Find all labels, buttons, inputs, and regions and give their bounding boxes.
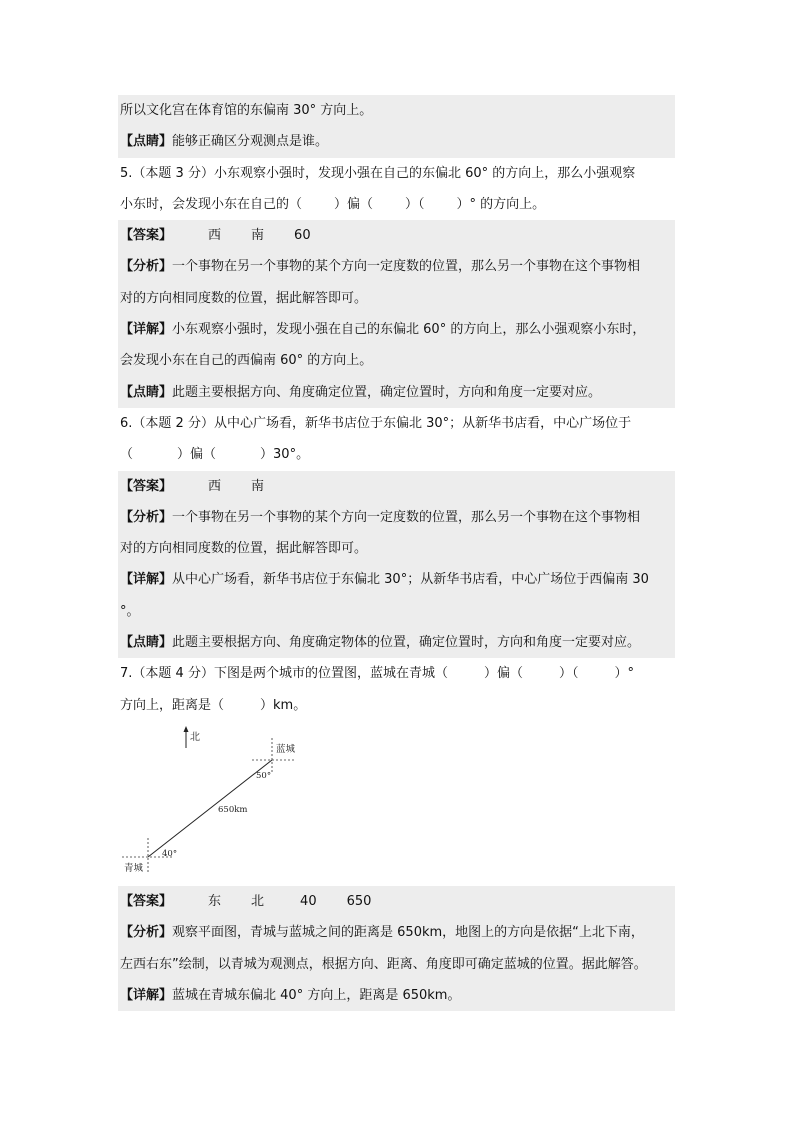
point-tag: 【点睛】: [120, 134, 173, 150]
detail-text: 会发现小东在自己的西偏南 60° 的方向上。: [120, 353, 373, 369]
analysis-text: 对的方向相同度数的位置，据此解答即可。: [120, 290, 368, 306]
q7-solution: [118, 886, 675, 1011]
detail-text: °。: [120, 603, 140, 619]
q5-point: [118, 377, 675, 408]
document-body: [118, 95, 675, 721]
q7-text: ）偏（: [483, 666, 523, 682]
point-text: 此题主要根据方向、角度确定物体的位置，确定位置时，方向和角度一定要对应。: [172, 635, 641, 651]
distance-label: 650km: [218, 805, 248, 815]
detail-tag: 【详解】: [120, 572, 173, 588]
city-lan-label: 蓝城: [276, 744, 296, 755]
q6-answer: [118, 471, 675, 502]
analysis-text: 观察平面图，青城与蓝城之间的距离是 650km，地图上的方向是依据“上北下南，: [172, 925, 644, 941]
north-label: 北: [190, 732, 200, 743]
detail-tag: 【详解】: [120, 322, 173, 338]
question-5-line-2: [118, 189, 675, 220]
q5-text: ）偏（: [334, 196, 374, 212]
q5-detail-1: [118, 314, 675, 345]
analysis-tag: 【分析】: [120, 509, 173, 525]
point-tag: 【点睛】: [120, 635, 173, 651]
q6-detail-2: [118, 596, 675, 627]
analysis-tag: 【分析】: [120, 925, 173, 941]
q5-analysis-2: [118, 283, 675, 314]
city-qing-label: 青城: [124, 863, 144, 874]
q7-text: ）°: [614, 666, 634, 682]
q7-analysis-2: [118, 949, 675, 980]
analysis-text: 一个事物在另一个事物的某个方向一定度数的位置，那么另一个事物在这个事物相: [172, 509, 641, 525]
route-line: [148, 760, 272, 857]
q6-text: ）偏（: [177, 447, 217, 463]
answer-value: 西: [208, 478, 222, 494]
q6-analysis-1: [118, 502, 675, 533]
q7-text: 方向上，距离是（: [120, 697, 225, 713]
q6-text: （: [120, 447, 134, 463]
q6-text: ）30°。: [260, 447, 310, 463]
question-6-line-1: [118, 408, 675, 439]
point-text: 此题主要根据方向、角度确定位置，确定位置时，方向和角度一定要对应。: [172, 384, 602, 400]
question-7-line-2: [118, 690, 675, 721]
detail-text: 从中心广场看，新华书店位于东偏北 30°；从新华书店看，中心广场位于西偏南 30: [172, 572, 649, 588]
prev-conclusion: 所以文化宫在体育馆的东偏南 30° 方向上。: [120, 103, 373, 118]
q5-analysis-1: [118, 251, 675, 282]
question-7-line-1: [118, 658, 675, 689]
q5-text: ）（: [405, 196, 425, 212]
angle-40-label: 40°: [162, 849, 178, 859]
answer-tag: 【答案】: [120, 228, 173, 244]
answer-tag: 【答案】: [120, 894, 173, 909]
north-arrow-icon: [184, 726, 189, 732]
answer-value: 南: [251, 228, 265, 244]
point-line: [118, 126, 675, 157]
answer-value: 北: [251, 894, 265, 909]
text-line: [118, 95, 675, 126]
q6-text: 6.（本题 2 分）从中心广场看，新华书店位于东偏北 30°；从新华书店看，中心广场位于: [120, 415, 632, 431]
question-5-line-1: [118, 158, 675, 189]
analysis-text: 对的方向相同度数的位置，据此解答即可。: [120, 541, 368, 557]
answer-value: 东: [208, 894, 222, 909]
q6-analysis-2: [118, 533, 675, 564]
answer-value: 60: [294, 228, 311, 244]
q7-analysis-1: [118, 917, 675, 948]
q5-text: ）° 的方向上。: [456, 196, 546, 212]
q5-detail-2: [118, 345, 675, 376]
point-text: 能够正确区分观测点是谁。: [172, 134, 329, 150]
q5-text: 小东时，会发现小东在自己的（: [120, 196, 303, 212]
answer-value: 650: [346, 894, 372, 909]
city-position-figure: [118, 724, 318, 879]
analysis-text: 一个事物在另一个事物的某个方向一定度数的位置，那么另一个事物在这个事物相: [172, 259, 641, 275]
angle-50-label: 50°: [256, 771, 272, 781]
answer-value: 南: [251, 478, 265, 494]
q7-text: 7.（本题 4 分）下图是两个城市的位置图，蓝城在青城（: [120, 666, 448, 682]
q6-point: [118, 627, 675, 658]
q7-detail-1: [118, 980, 675, 1011]
point-tag: 【点睛】: [120, 384, 173, 400]
answer-value: 西: [208, 228, 222, 244]
q6-detail-1: [118, 564, 675, 595]
answer-value: 40: [300, 894, 317, 909]
analysis-tag: 【分析】: [120, 259, 173, 275]
detail-text: 小东观察小强时，发现小强在自己的东偏北 60° 的方向上，那么小强观察小东时，: [172, 322, 646, 338]
q7-text: ）km。: [260, 697, 307, 713]
q7-answer: [118, 886, 675, 917]
detail-tag: 【详解】: [120, 987, 173, 1003]
question-6-line-2: [118, 439, 675, 470]
analysis-text: 左西右东”绘制，以青城为观测点，根据方向、距离、角度即可确定蓝城的位置。据此解答。: [120, 956, 647, 972]
q5-text: 5.（本题 3 分）小东观察小强时，发现小强在自己的东偏北 60° 的方向上，那么小强观察: [120, 165, 636, 181]
answer-tag: 【答案】: [120, 478, 173, 494]
q7-text: ）（: [558, 666, 579, 682]
detail-text: 蓝城在青城东偏北 40° 方向上，距离是 650km。: [172, 987, 461, 1003]
q5-answer: [118, 220, 675, 251]
